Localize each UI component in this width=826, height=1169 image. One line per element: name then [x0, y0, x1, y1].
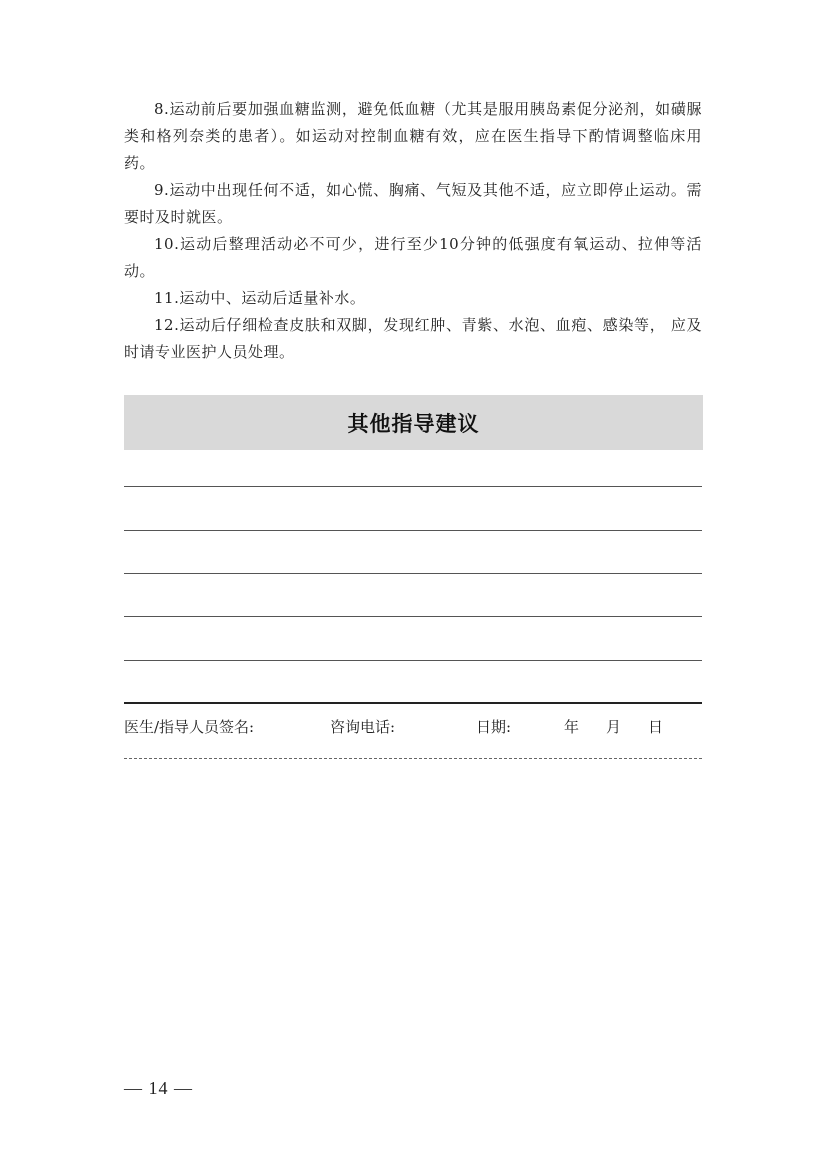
- section-divider: [124, 702, 702, 704]
- writing-line[interactable]: [124, 530, 702, 531]
- section-header: [124, 395, 703, 450]
- writing-line[interactable]: [124, 660, 702, 661]
- writing-line[interactable]: [124, 573, 702, 574]
- page-number: — 14 —: [124, 1078, 193, 1098]
- paragraph-10: 10.运动后整理活动必不可少，进行至少10分钟的低强度有氧运动、拉伸等活动。: [124, 235, 702, 280]
- year-label: 年: [564, 718, 580, 736]
- paragraph-11: 11.运动中、运动后适量补水。: [154, 289, 366, 307]
- signature-row: [124, 716, 702, 740]
- guidance-text: [124, 96, 702, 366]
- writing-line[interactable]: [124, 616, 702, 617]
- dotted-divider: [124, 758, 702, 759]
- section-title: 其他指导建议: [347, 411, 480, 436]
- paragraph-12: 12.运动后仔细检查皮肤和双脚，发现红肿、青紫、水泡、血疱、感染等， 应及时请专业医护人员处理。: [124, 316, 702, 361]
- writing-line[interactable]: [124, 486, 702, 487]
- paragraph-9: 9.运动中出现任何不适，如心慌、胸痛、气短及其他不适，应立即停止运动。需要时及时就医。: [124, 181, 702, 226]
- month-label: 月: [606, 718, 622, 736]
- paragraph-8: 8.运动前后要加强血糖监测，避免低血糖（尤其是服用胰岛素促分泌剂，如磺脲类和格列奈类的患者）。如运动对控制血糖有效，应在医生指导下酌情调整临床用药。: [124, 100, 702, 172]
- date-label: 日期:: [476, 718, 512, 736]
- doctor-signature-label: 医生/指导人员签名:: [124, 718, 255, 736]
- day-label: 日: [648, 718, 664, 736]
- phone-label: 咨询电话:: [330, 718, 396, 736]
